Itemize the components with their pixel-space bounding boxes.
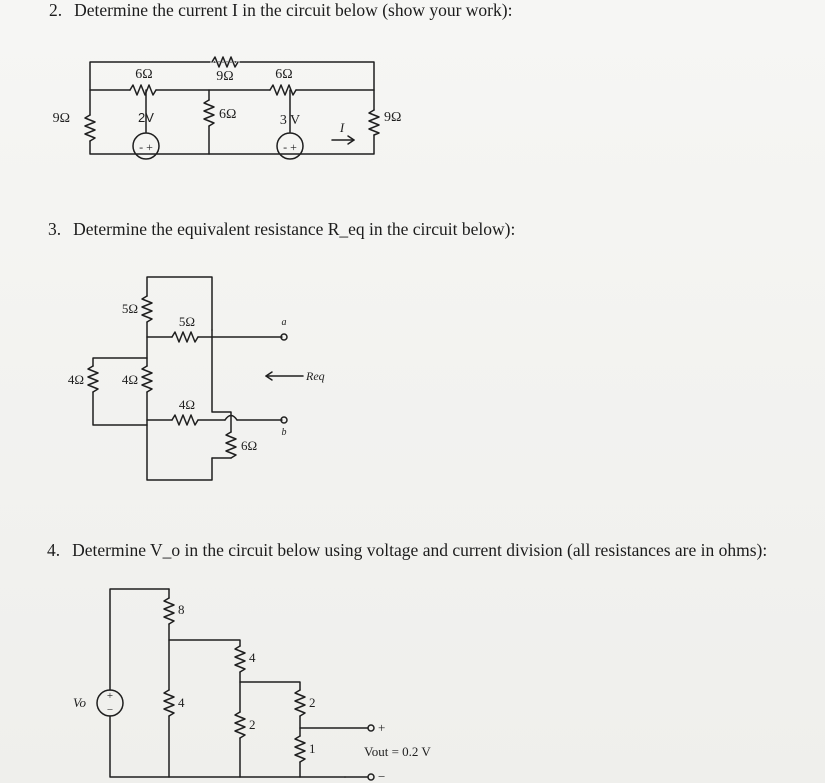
- c2-r-left-label: 9Ω: [52, 111, 70, 126]
- c4-r4b-label: 4: [249, 650, 256, 665]
- c2-r-mid-label: 6Ω: [219, 107, 237, 122]
- c2-current-label: I: [339, 120, 345, 135]
- c2-src-left-polarity: - +: [139, 140, 153, 154]
- c4-r8-label: 8: [178, 602, 185, 617]
- question-3-text: Determine the equivalent resistance R_eq in the circuit below):: [73, 219, 516, 239]
- c2-r-top-right-label: 6Ω: [275, 67, 293, 82]
- c4-r2b-label: 2: [309, 695, 316, 710]
- c3-node-b-label: b: [281, 427, 287, 438]
- c4-r1-label: 1: [309, 741, 316, 756]
- circuit-3: [68, 277, 325, 480]
- question-2-number: 2.: [49, 0, 63, 20]
- circuit-4: [73, 589, 431, 783]
- c3-node-a-label: a: [281, 317, 287, 328]
- c2-r-top-mid-label: 9Ω: [216, 69, 234, 84]
- c3-r5-left-label: 5Ω: [121, 301, 138, 316]
- c2-r-right-label: 9Ω: [384, 110, 402, 125]
- c4-vout-label: Vout = 0.2 V: [364, 744, 431, 759]
- c3-r4-inner-label: 4Ω: [121, 372, 138, 387]
- c2-src-right-polarity: - +: [283, 140, 297, 154]
- c3-req-label: Req: [306, 369, 325, 383]
- c4-vo-label: Vo: [73, 695, 86, 710]
- c2-r-top-left-label: 6Ω: [135, 67, 153, 82]
- c3-r4-mid-label: 4Ω: [178, 397, 196, 412]
- question-2-text: Determine the current I in the circuit below (show your work):: [74, 0, 513, 20]
- question-3-number: 3.: [48, 219, 62, 239]
- c3-r5-mid-label: 5Ω: [178, 314, 196, 329]
- c4-out-plus: +: [378, 720, 386, 735]
- c3-r4-outer-label: 4Ω: [67, 372, 84, 387]
- question-4-number: 4.: [47, 540, 61, 560]
- c3-r6-label: 6Ω: [241, 438, 258, 453]
- c2-src-left-label: 2V: [138, 110, 154, 125]
- question-4-text: Determine V_o in the circuit below using voltage and current division (all resistances are in ohms):: [72, 540, 768, 560]
- c2-src-right-label: 3 V: [279, 113, 301, 128]
- c4-r4a-label: 4: [178, 695, 185, 710]
- circuit-2: [53, 57, 402, 159]
- c4-out-minus: −: [378, 769, 386, 783]
- c4-minus-sign: −: [106, 704, 114, 716]
- c4-plus-sign: +: [106, 690, 114, 702]
- c4-r2a-label: 2: [249, 717, 256, 732]
